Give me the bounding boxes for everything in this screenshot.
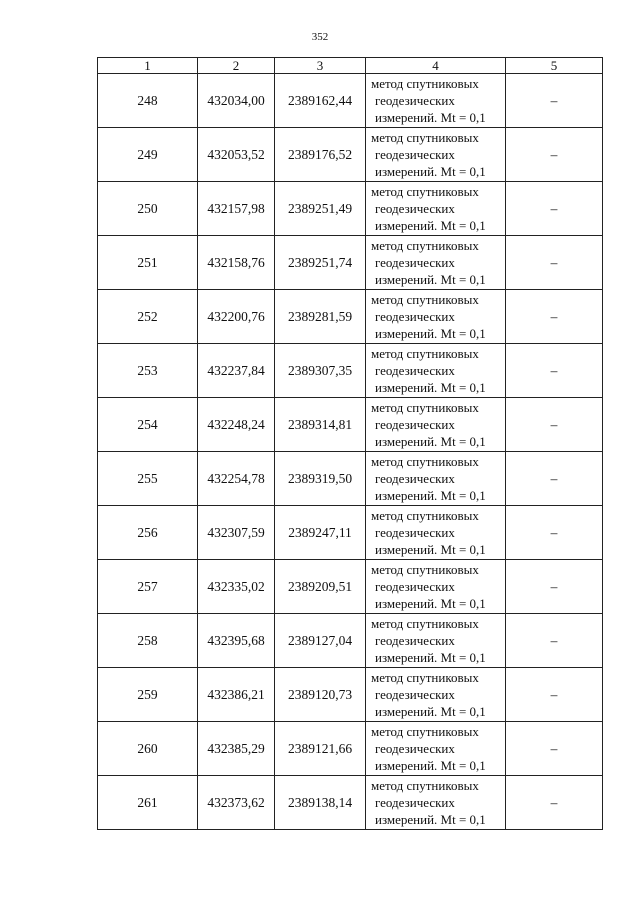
note-cell: –: [506, 506, 603, 560]
method-line: измерений. Mt = 0,1: [375, 434, 486, 449]
note-cell: –: [506, 290, 603, 344]
method-line: метод спутниковых: [371, 76, 479, 91]
table-row: [98, 128, 603, 182]
coordinates-table: [97, 57, 603, 830]
method-cell: [366, 74, 506, 128]
method-line: геодезических: [375, 363, 455, 378]
method-line: геодезических: [375, 93, 455, 108]
table-row: [98, 344, 603, 398]
method-line: метод спутниковых: [371, 508, 479, 523]
method-cell: [366, 614, 506, 668]
method-line: геодезических: [375, 255, 455, 270]
y-coordinate-cell: 2389319,50: [275, 452, 366, 506]
note-cell: –: [506, 344, 603, 398]
method-line: измерений. Mt = 0,1: [375, 650, 486, 665]
method-line: измерений. Mt = 0,1: [375, 704, 486, 719]
y-coordinate-cell: 2389281,59: [275, 290, 366, 344]
method-line: геодезических: [375, 309, 455, 324]
method-line: измерений. Mt = 0,1: [375, 596, 486, 611]
x-coordinate-cell: 432158,76: [198, 236, 275, 290]
column-header-4: 4: [366, 58, 506, 74]
method-line: метод спутниковых: [371, 130, 479, 145]
method-line: геодезических: [375, 417, 455, 432]
x-coordinate-cell: 432335,02: [198, 560, 275, 614]
point-number-cell: 252: [98, 290, 198, 344]
method-line: метод спутниковых: [371, 400, 479, 415]
x-coordinate-cell: 432395,68: [198, 614, 275, 668]
table-row: [98, 776, 603, 830]
method-cell: [366, 290, 506, 344]
x-coordinate-cell: 432157,98: [198, 182, 275, 236]
table-header-row: [98, 58, 603, 74]
method-line: геодезических: [375, 471, 455, 486]
method-cell: [366, 776, 506, 830]
point-number-cell: 253: [98, 344, 198, 398]
note-cell: –: [506, 560, 603, 614]
method-cell: [366, 452, 506, 506]
column-header-1: 1: [98, 58, 198, 74]
method-cell: [366, 722, 506, 776]
y-coordinate-cell: 2389209,51: [275, 560, 366, 614]
method-cell: [366, 344, 506, 398]
table-row: [98, 506, 603, 560]
note-cell: –: [506, 722, 603, 776]
point-number-cell: 251: [98, 236, 198, 290]
note-cell: –: [506, 398, 603, 452]
note-cell: –: [506, 74, 603, 128]
method-cell: [366, 506, 506, 560]
method-line: геодезических: [375, 579, 455, 594]
y-coordinate-cell: 2389176,52: [275, 128, 366, 182]
x-coordinate-cell: 432237,84: [198, 344, 275, 398]
method-line: измерений. Mt = 0,1: [375, 488, 486, 503]
column-header-5: 5: [506, 58, 603, 74]
y-coordinate-cell: 2389314,81: [275, 398, 366, 452]
method-line: геодезических: [375, 147, 455, 162]
method-line: геодезических: [375, 633, 455, 648]
y-coordinate-cell: 2389251,74: [275, 236, 366, 290]
method-line: метод спутниковых: [371, 778, 479, 793]
method-line: метод спутниковых: [371, 454, 479, 469]
method-cell: [366, 560, 506, 614]
page-number: 352: [311, 31, 329, 43]
point-number-cell: 250: [98, 182, 198, 236]
column-header-3: 3: [275, 58, 366, 74]
note-cell: –: [506, 452, 603, 506]
method-line: метод спутниковых: [371, 184, 479, 199]
method-line: измерений. Mt = 0,1: [375, 380, 486, 395]
y-coordinate-cell: 2389247,11: [275, 506, 366, 560]
y-coordinate-cell: 2389307,35: [275, 344, 366, 398]
method-line: геодезических: [375, 525, 455, 540]
method-line: измерений. Mt = 0,1: [375, 326, 486, 341]
point-number-cell: 261: [98, 776, 198, 830]
y-coordinate-cell: 2389120,73: [275, 668, 366, 722]
table-row: [98, 722, 603, 776]
method-line: измерений. Mt = 0,1: [375, 110, 486, 125]
method-line: метод спутниковых: [371, 292, 479, 307]
method-cell: [366, 398, 506, 452]
note-cell: –: [506, 614, 603, 668]
method-line: метод спутниковых: [371, 346, 479, 361]
note-cell: –: [506, 236, 603, 290]
x-coordinate-cell: 432200,76: [198, 290, 275, 344]
table-row: [98, 236, 603, 290]
method-line: метод спутниковых: [371, 616, 479, 631]
method-line: измерений. Mt = 0,1: [375, 542, 486, 557]
x-coordinate-cell: 432373,62: [198, 776, 275, 830]
point-number-cell: 258: [98, 614, 198, 668]
y-coordinate-cell: 2389138,14: [275, 776, 366, 830]
method-line: геодезических: [375, 687, 455, 702]
method-line: геодезических: [375, 201, 455, 216]
method-line: метод спутниковых: [371, 724, 479, 739]
method-line: измерений. Mt = 0,1: [375, 812, 486, 827]
point-number-cell: 256: [98, 506, 198, 560]
table-row: [98, 614, 603, 668]
method-line: геодезических: [375, 741, 455, 756]
table-row: [98, 290, 603, 344]
y-coordinate-cell: 2389127,04: [275, 614, 366, 668]
method-line: измерений. Mt = 0,1: [375, 218, 486, 233]
method-cell: [366, 182, 506, 236]
point-number-cell: 260: [98, 722, 198, 776]
column-header-2: 2: [198, 58, 275, 74]
x-coordinate-cell: 432248,24: [198, 398, 275, 452]
x-coordinate-cell: 432307,59: [198, 506, 275, 560]
table-row: [98, 560, 603, 614]
y-coordinate-cell: 2389121,66: [275, 722, 366, 776]
point-number-cell: 259: [98, 668, 198, 722]
y-coordinate-cell: 2389162,44: [275, 74, 366, 128]
method-line: измерений. Mt = 0,1: [375, 758, 486, 773]
point-number-cell: 255: [98, 452, 198, 506]
x-coordinate-cell: 432034,00: [198, 74, 275, 128]
x-coordinate-cell: 432386,21: [198, 668, 275, 722]
table-body: [98, 74, 603, 830]
method-line: метод спутниковых: [371, 562, 479, 577]
point-number-cell: 248: [98, 74, 198, 128]
note-cell: –: [506, 668, 603, 722]
x-coordinate-cell: 432385,29: [198, 722, 275, 776]
y-coordinate-cell: 2389251,49: [275, 182, 366, 236]
method-line: измерений. Mt = 0,1: [375, 164, 486, 179]
table-row: [98, 398, 603, 452]
x-coordinate-cell: 432254,78: [198, 452, 275, 506]
method-cell: [366, 236, 506, 290]
point-number-cell: 249: [98, 128, 198, 182]
method-cell: [366, 668, 506, 722]
table-row: [98, 452, 603, 506]
method-line: геодезических: [375, 795, 455, 810]
method-line: метод спутниковых: [371, 670, 479, 685]
note-cell: –: [506, 128, 603, 182]
table-row: [98, 668, 603, 722]
x-coordinate-cell: 432053,52: [198, 128, 275, 182]
table-row: [98, 182, 603, 236]
note-cell: –: [506, 182, 603, 236]
method-line: измерений. Mt = 0,1: [375, 272, 486, 287]
point-number-cell: 254: [98, 398, 198, 452]
table-row: [98, 74, 603, 128]
method-line: метод спутниковых: [371, 238, 479, 253]
method-cell: [366, 128, 506, 182]
point-number-cell: 257: [98, 560, 198, 614]
note-cell: –: [506, 776, 603, 830]
